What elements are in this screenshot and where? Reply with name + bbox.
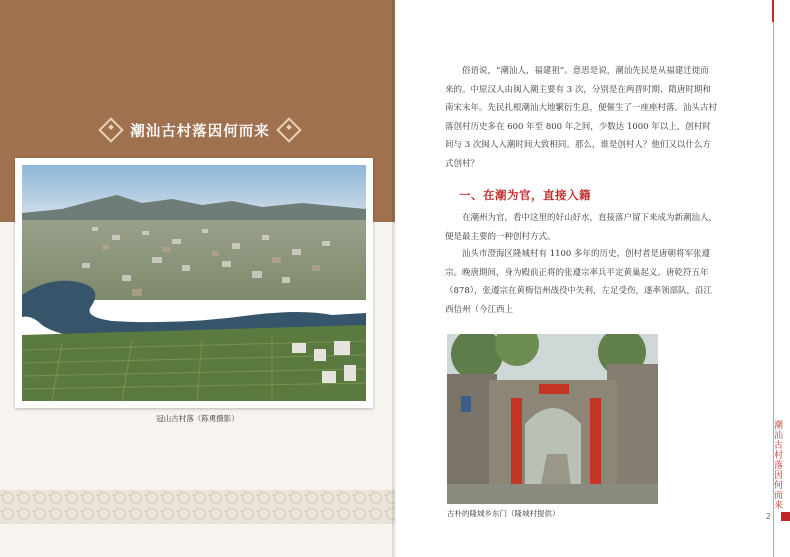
page-number: 2 bbox=[766, 512, 771, 521]
margin-rule-accent bbox=[772, 0, 774, 22]
gate-photo-caption: 古朴的隆城乡东门（隆城村提供） bbox=[447, 509, 560, 518]
section-heading: 一、在潮为官，直接入籍 bbox=[459, 188, 591, 202]
aerial-photo-frame bbox=[15, 158, 373, 408]
chapter-title: 潮汕古村落因何而来 bbox=[130, 122, 270, 140]
decorative-pattern-band bbox=[0, 490, 395, 524]
right-page bbox=[397, 0, 790, 557]
running-head-vertical: 潮汕古村落因何而来 bbox=[772, 420, 782, 510]
village-gate-photo bbox=[447, 334, 658, 504]
page-number-marker bbox=[781, 512, 790, 521]
chapter-title-block bbox=[100, 112, 300, 148]
title-ornament-left-icon bbox=[99, 117, 124, 142]
intro-paragraph: 俗语说，“潮汕人，福建祖”。意思是说，潮汕先民是从福建迁徙而来的。中原汉人由闽入潮主要有 3 次，分别是在两晋时期、隋唐时期和南宋末年。先民扎根潮汕大地繁衍生息，便催生了一座座村落。汕头古村落创村历史多在 600 年至 800 年之间，少数达 1000 年以上，创村时间与 3 次闽人入潮时间大致相同。那么，谁是创村人？他们又以什么方式创村？ bbox=[445, 66, 718, 169]
section-paragraph-1: 在潮州为官，看中这里的好山好水，直接落户留下来成为新潮汕人，便是最主要的一种创村方式。 bbox=[445, 213, 718, 242]
section-paragraph-2: 汕头市澄海区隆城村有 1100 多年的历史，创村者是唐朝将军张遵宗。晚唐期间，身为殿前正将的张遵宗率兵平定黄巢起义。唐乾符五年（878），张遵宗在黄梅信州战役中失利，左足受伤，遂率领部队，沿江西信州（今江西上 bbox=[445, 249, 712, 315]
title-ornament-right-icon bbox=[276, 117, 301, 142]
aerial-photo-caption: 冠山古村落（陈勇摄影） bbox=[156, 414, 239, 423]
aerial-village-photo bbox=[22, 165, 366, 401]
